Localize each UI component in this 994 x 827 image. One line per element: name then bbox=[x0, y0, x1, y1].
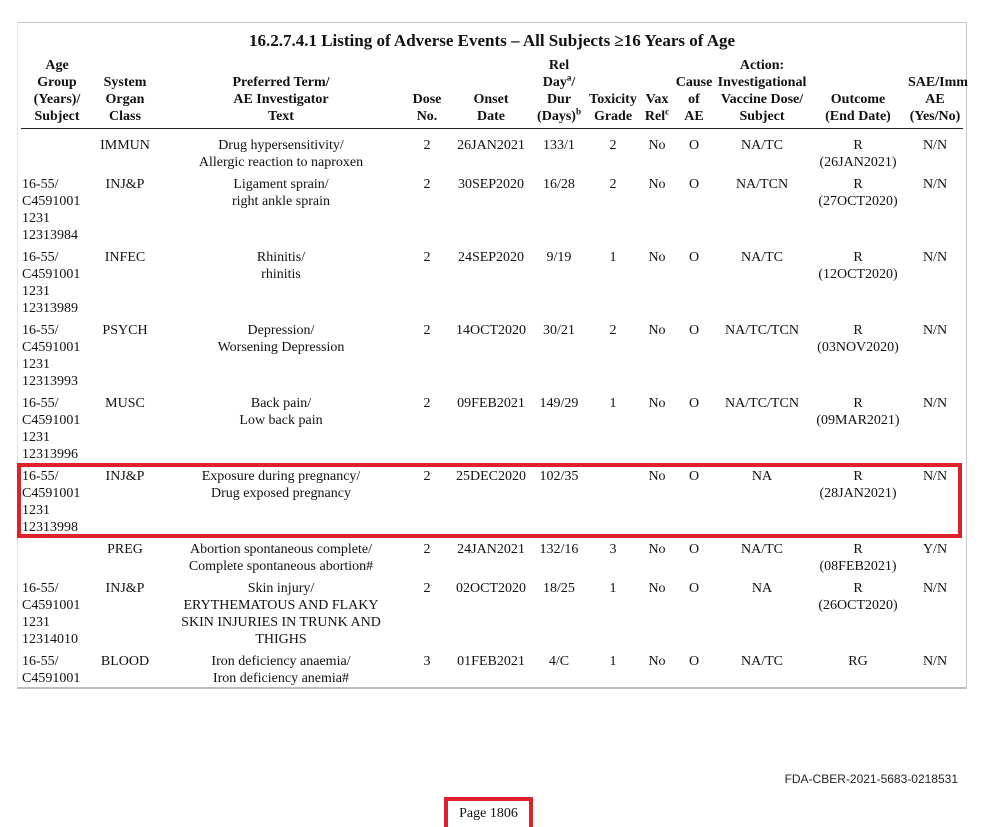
table-row bbox=[21, 541, 963, 580]
cell-action: NA/TC bbox=[741, 249, 783, 265]
adverse-events-table bbox=[21, 57, 968, 693]
cell-onset: 01FEB2021 bbox=[457, 653, 525, 669]
header-line: Toxicity bbox=[589, 92, 637, 107]
cell-onset: 30SEP2020 bbox=[457, 176, 525, 192]
header-line: AE Investigator bbox=[233, 92, 329, 107]
header-line: SAE/Imm bbox=[908, 75, 968, 90]
header-cause-of-ae bbox=[673, 57, 715, 129]
header-onset-date bbox=[449, 57, 533, 129]
cell-soc: BLOOD bbox=[100, 653, 150, 669]
cell-onset: 25DEC2020 bbox=[456, 468, 526, 484]
cell-toxicity: 3 bbox=[609, 541, 617, 557]
header-line: Cause bbox=[675, 75, 713, 90]
cell-toxicity: 1 bbox=[609, 580, 617, 596]
header-age-group bbox=[21, 57, 93, 129]
cell-subject: 16-55/ C4591001 1231 12313989 bbox=[22, 249, 81, 316]
cell-rel-dur: 149/29 bbox=[539, 395, 579, 411]
cell-vax-rel: No bbox=[648, 653, 666, 669]
cell-soc: MUSC bbox=[105, 395, 145, 411]
cell-cause: O bbox=[688, 322, 700, 338]
cell-sae: N/N bbox=[922, 468, 948, 484]
table-row bbox=[21, 129, 963, 176]
cell-dose: 2 bbox=[423, 580, 431, 596]
cell-onset: 02OCT2020 bbox=[456, 580, 526, 596]
header-line: Grade bbox=[593, 109, 633, 124]
header-line: Preferred Term/ bbox=[232, 75, 330, 90]
cell-vax-rel: No bbox=[648, 580, 666, 596]
cell-sae: N/N bbox=[922, 249, 948, 265]
cell-soc: PSYCH bbox=[102, 322, 148, 338]
cell-dose: 2 bbox=[423, 395, 431, 411]
cell-toxicity bbox=[585, 468, 641, 541]
cell-term: Back pain/ Low back pain bbox=[239, 395, 323, 428]
header-line: Action: bbox=[739, 58, 785, 73]
cell-vax-rel: No bbox=[648, 541, 666, 557]
header-line: Subject bbox=[739, 109, 785, 124]
cell-rel-dur: 102/35 bbox=[539, 468, 579, 484]
header-line: (Yes/No) bbox=[909, 109, 961, 124]
table-row bbox=[21, 468, 963, 541]
header-line: Vaccine Dose/ bbox=[720, 92, 804, 107]
header-line: AE bbox=[925, 92, 945, 107]
cell-dose: 2 bbox=[423, 138, 431, 153]
cell-term: Skin injury/ ERYTHEMATOUS AND FLAKY SKIN INJURIES IN TRUNK AND THIGHS bbox=[181, 580, 381, 647]
cell-outcome: R (03NOV2020) bbox=[817, 322, 899, 355]
cell-rel-dur: 133/1 bbox=[543, 138, 575, 153]
cell-outcome: R (12OCT2020) bbox=[818, 249, 898, 282]
page-number: Page 1806 bbox=[459, 806, 518, 821]
cell-action: NA/TC bbox=[741, 138, 783, 153]
cell-outcome: RG bbox=[848, 653, 868, 669]
cell-vax-rel: No bbox=[648, 138, 666, 153]
cell-soc: INFEC bbox=[104, 249, 146, 265]
header-line: Dose bbox=[412, 92, 442, 107]
header-vax-rel: Vax Rel$^c$ bbox=[641, 57, 673, 129]
cell-subject: 16-55/ C4591001 1231 12313984 bbox=[22, 176, 81, 243]
cell-term: Ligament sprain/ right ankle sprain bbox=[232, 176, 330, 209]
cell-vax-rel: No bbox=[648, 322, 666, 338]
cell-rel-dur: 9/19 bbox=[546, 249, 572, 265]
header-line: Subject bbox=[34, 109, 80, 124]
cell-onset: 24SEP2020 bbox=[457, 249, 525, 265]
cell-action: NA/TC bbox=[741, 541, 783, 557]
cell-subject bbox=[21, 541, 93, 580]
header-line: Onset bbox=[473, 92, 509, 107]
header-line: of bbox=[688, 92, 700, 107]
table-row bbox=[21, 249, 963, 322]
cell-onset: 24JAN2021 bbox=[457, 541, 525, 557]
cell-rel-dur: 4/C bbox=[548, 653, 570, 669]
header-line: (End Date) bbox=[825, 109, 891, 124]
cell-soc: PREG bbox=[107, 541, 143, 557]
cell-soc: INJ&P bbox=[105, 176, 145, 192]
cell-toxicity: 1 bbox=[609, 653, 617, 669]
cell-subject: 16-55/ C4591001 1231 12313993 bbox=[22, 322, 81, 389]
cell-sae: N/N bbox=[922, 580, 948, 596]
cell-soc: IMMUN bbox=[100, 138, 150, 153]
cell-action: NA/TCN bbox=[735, 176, 789, 192]
cell-soc: INJ&P bbox=[105, 468, 145, 484]
cell-cause: O bbox=[688, 176, 700, 192]
cell-toxicity: 1 bbox=[609, 249, 617, 265]
table-row bbox=[21, 395, 963, 468]
cell-term: Drug hypersensitivity/ Allergic reaction to naproxen bbox=[198, 138, 364, 170]
header-preferred-term bbox=[157, 57, 405, 129]
cell-rel-dur: 16/28 bbox=[543, 176, 575, 192]
table-row bbox=[21, 653, 963, 693]
cell-dose: 2 bbox=[423, 249, 431, 265]
cell-outcome: R (26JAN2021) bbox=[819, 138, 897, 170]
header-line: No. bbox=[416, 109, 438, 124]
cell-cause: O bbox=[688, 138, 700, 153]
cell-soc: INJ&P bbox=[105, 580, 145, 596]
cell-subject: 16-55/ C4591001 1231 12313998 bbox=[22, 468, 81, 535]
cell-cause: O bbox=[688, 541, 700, 557]
header-line: Group bbox=[37, 75, 77, 90]
header-line: Outcome bbox=[830, 92, 886, 107]
cell-subject: 16-55/ C4591001 1231 12314010 bbox=[22, 580, 81, 647]
document-id: FDA-CBER-2021-5683-0218531 bbox=[784, 772, 958, 786]
table-body bbox=[21, 129, 963, 693]
cell-onset: 09FEB2021 bbox=[457, 395, 525, 411]
header-rel-day-dur: Rel Day$^a$/ Dur (Days)$^b$ bbox=[533, 57, 585, 129]
cell-sae: N/N bbox=[922, 322, 948, 338]
cell-dose: 2 bbox=[423, 176, 431, 192]
cell-dose: 2 bbox=[423, 322, 431, 338]
listing-title: 16.2.7.4.1 Listing of Adverse Events – All Subjects ≥16 Years of Age bbox=[248, 31, 736, 50]
cell-outcome: R (08FEB2021) bbox=[819, 541, 897, 574]
header-line: System bbox=[103, 75, 147, 90]
header-line: Class bbox=[109, 109, 141, 124]
cell-outcome: R (28JAN2021) bbox=[819, 468, 897, 501]
cell-vax-rel: No bbox=[648, 176, 666, 192]
cell-action: NA/TC bbox=[741, 653, 783, 669]
cell-action: NA/TC/TCN bbox=[725, 322, 799, 338]
header-dose-no bbox=[405, 57, 449, 129]
table-header-row bbox=[21, 57, 963, 129]
table-row bbox=[21, 580, 963, 653]
cell-term: Iron deficiency anaemia/ Iron deficiency anemia# bbox=[211, 653, 351, 686]
cell-sae: N/N bbox=[922, 176, 948, 192]
cell-sae: N/N bbox=[922, 653, 948, 669]
cell-onset: 14OCT2020 bbox=[456, 322, 526, 338]
cell-dose: 2 bbox=[423, 468, 431, 484]
cell-term: Exposure during pregnancy/ Drug exposed pregnancy bbox=[201, 468, 361, 501]
cell-toxicity: 2 bbox=[609, 176, 617, 192]
header-outcome bbox=[809, 57, 907, 129]
cell-sae: N/N bbox=[922, 395, 948, 411]
header-line: Investigational bbox=[717, 75, 807, 90]
cell-onset: 26JAN2021 bbox=[457, 138, 525, 153]
header-line: AE bbox=[684, 109, 704, 124]
cell-cause: O bbox=[688, 468, 700, 484]
cell-action: NA bbox=[751, 580, 773, 596]
cell-dose: 2 bbox=[423, 541, 431, 557]
cell-subject bbox=[21, 129, 93, 176]
cell-subject: 16-55/ C4591001 1231 12313996 bbox=[22, 395, 81, 462]
cell-rel-dur: 30/21 bbox=[543, 322, 575, 338]
cell-sae: N/N bbox=[922, 138, 948, 153]
cell-term: Abortion spontaneous complete/ Complete spontaneous abortion# bbox=[188, 541, 374, 574]
cell-vax-rel: No bbox=[648, 468, 666, 484]
cell-rel-dur: 132/16 bbox=[539, 541, 579, 557]
cell-cause: O bbox=[688, 249, 700, 265]
cell-action: NA bbox=[751, 468, 773, 484]
cell-outcome: R (27OCT2020) bbox=[818, 176, 898, 209]
header-line: Date bbox=[477, 109, 505, 124]
header-toxicity-grade bbox=[585, 57, 641, 129]
cell-outcome: R (09MAR2021) bbox=[816, 395, 900, 428]
cell-vax-rel: No bbox=[648, 395, 666, 411]
cell-sae: Y/N bbox=[922, 541, 948, 557]
table-row bbox=[21, 322, 963, 395]
cell-rel-dur: 18/25 bbox=[543, 580, 575, 596]
cell-cause: O bbox=[688, 395, 700, 411]
cell-dose: 3 bbox=[423, 653, 431, 669]
header-sae-imm-ae bbox=[907, 57, 968, 129]
header-line: (Years)/ bbox=[33, 92, 81, 107]
header-line: Organ bbox=[105, 92, 145, 107]
table-row bbox=[21, 176, 963, 249]
cell-term: Rhinitis/ rhinitis bbox=[256, 249, 306, 282]
listing-sheet bbox=[17, 22, 967, 689]
cell-toxicity: 2 bbox=[609, 322, 617, 338]
cell-cause: O bbox=[688, 580, 700, 596]
cell-vax-rel: No bbox=[648, 249, 666, 265]
header-line: Age bbox=[45, 58, 69, 73]
cell-toxicity: 2 bbox=[609, 138, 617, 153]
cell-subject: 16-55/ C4591001 bbox=[22, 653, 81, 686]
cell-toxicity: 1 bbox=[609, 395, 617, 411]
header-system-organ-class bbox=[93, 57, 157, 129]
cell-action: NA/TC/TCN bbox=[725, 395, 799, 411]
cell-outcome: R (26OCT2020) bbox=[818, 580, 898, 613]
cell-term: Depression/ Worsening Depression bbox=[217, 322, 345, 355]
header-line: Text bbox=[268, 109, 294, 124]
header-action-dose bbox=[715, 57, 809, 129]
cell-cause: O bbox=[688, 653, 700, 669]
